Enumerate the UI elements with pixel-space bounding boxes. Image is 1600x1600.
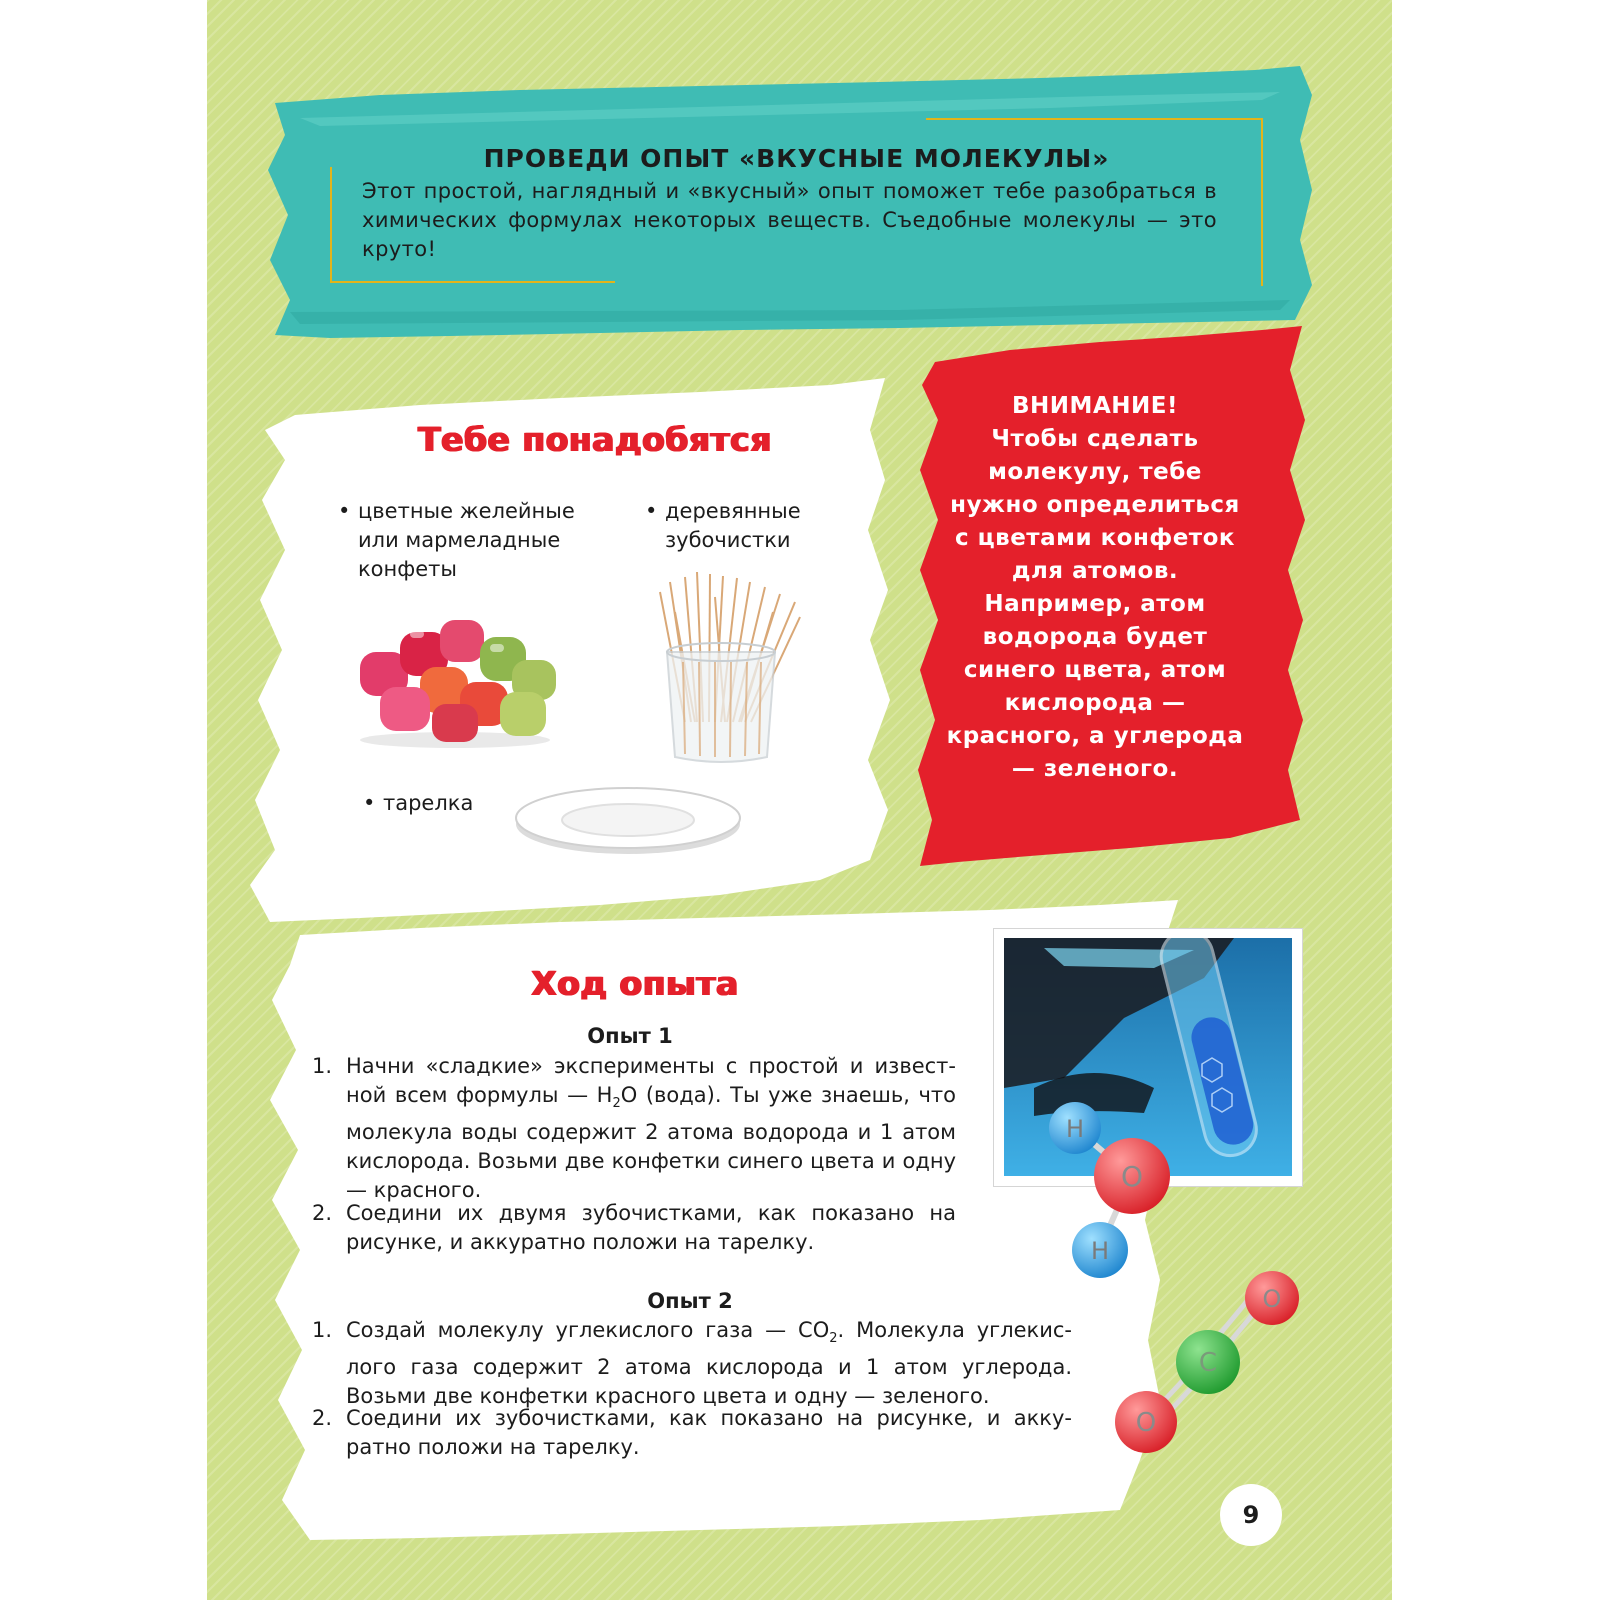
material-candies xyxy=(338,497,588,584)
warning-text: Чтобы сделать молекулу, тебе нужно определиться с цветами конфеток для атомов. Например, атом водорода будет синего цвета, атом кислорода — красного, а углерода — зеленого. xyxy=(946,426,1244,782)
experiment-1-step-2 xyxy=(312,1199,956,1257)
page-title: ПРОВЕДИ ОПЫТ «ВКУСНЫЕ МОЛЕКУЛЫ» xyxy=(483,144,1110,173)
step-text: Соедини их двумя зубочистками, как показано на рисунке, и аккуратно положи на тарелку. xyxy=(346,1201,956,1254)
materials-heading: Тебе понадобятся xyxy=(418,420,772,459)
procedure-heading: Ход опыта xyxy=(531,964,739,1003)
material-toothpicks xyxy=(645,497,825,555)
warning-box xyxy=(945,390,1245,786)
subscript: 2 xyxy=(612,1096,621,1112)
experiment-2-step-1 xyxy=(312,1316,1072,1411)
page-number: 9 xyxy=(1220,1484,1282,1546)
frame-line-bottom xyxy=(330,281,615,283)
experiment-1-step-1 xyxy=(312,1052,957,1205)
subscript: 2 xyxy=(829,1331,838,1347)
intro-text: Этот простой, наглядный и «вкусный» опыт поможет тебе разобраться в химических формулах некоторых веществ. Съедобные молекулы — это круто! xyxy=(362,179,1217,261)
bullet: • xyxy=(338,499,351,523)
co2-molecule-model xyxy=(1108,1270,1308,1460)
atom-label: H xyxy=(1090,1237,1110,1265)
step-number: 1. xyxy=(312,1318,333,1342)
atom-label: O xyxy=(1262,1285,1282,1313)
frame-line-top xyxy=(926,118,1263,120)
experiment-2-step-2 xyxy=(312,1404,1072,1462)
toothpicks-image xyxy=(655,572,805,772)
step-text: Соедини их зубочистками, как показано на рисунке, и аккуратно положи на тарелку. xyxy=(346,1406,1072,1459)
jelly-candies-image xyxy=(340,612,570,752)
frame-line-left xyxy=(330,167,332,282)
water-molecule-model xyxy=(1040,1098,1180,1288)
bullet: • xyxy=(363,791,376,815)
step-number: 2. xyxy=(312,1406,333,1430)
atom-label: O xyxy=(1120,1160,1144,1193)
bullet: • xyxy=(645,499,658,523)
experiment-1-title: Опыт 1 xyxy=(587,1024,673,1048)
warning-title: ВНИМАНИЕ! xyxy=(1012,393,1178,419)
step-text: O (вода). Ты уже знаешь, что молекула воды содержит 2 атома водорода и 1 атом кислорода. Возьми две конфетки синего цвета и одну — красного. xyxy=(346,1083,957,1203)
material-plate-label: тарелка xyxy=(383,791,474,815)
step-text: Создай молекулу углекислого газа — CO xyxy=(346,1318,830,1342)
step-text: . Молекула углекислого газа содержит 2 атома кислорода и 1 атом углерода. Возьми две конфетки красного цвета и одну — зеленого. xyxy=(346,1318,1072,1409)
step-number: 2. xyxy=(312,1201,333,1225)
atom-label: H xyxy=(1065,1115,1085,1143)
atom-label: O xyxy=(1135,1408,1157,1438)
material-candies-label: цветные желейные или мармеладные конфеты xyxy=(358,499,575,581)
step-number: 1. xyxy=(312,1054,333,1078)
material-toothpicks-label: деревянные зубочистки xyxy=(665,499,801,552)
step-text: Начни «сладкие» эксперименты с простой и известной всем формулы — H xyxy=(346,1054,956,1107)
plate-image xyxy=(512,778,744,858)
atom-label: C xyxy=(1198,1348,1218,1378)
material-plate xyxy=(363,789,533,818)
experiment-2-title: Опыт 2 xyxy=(647,1289,733,1313)
